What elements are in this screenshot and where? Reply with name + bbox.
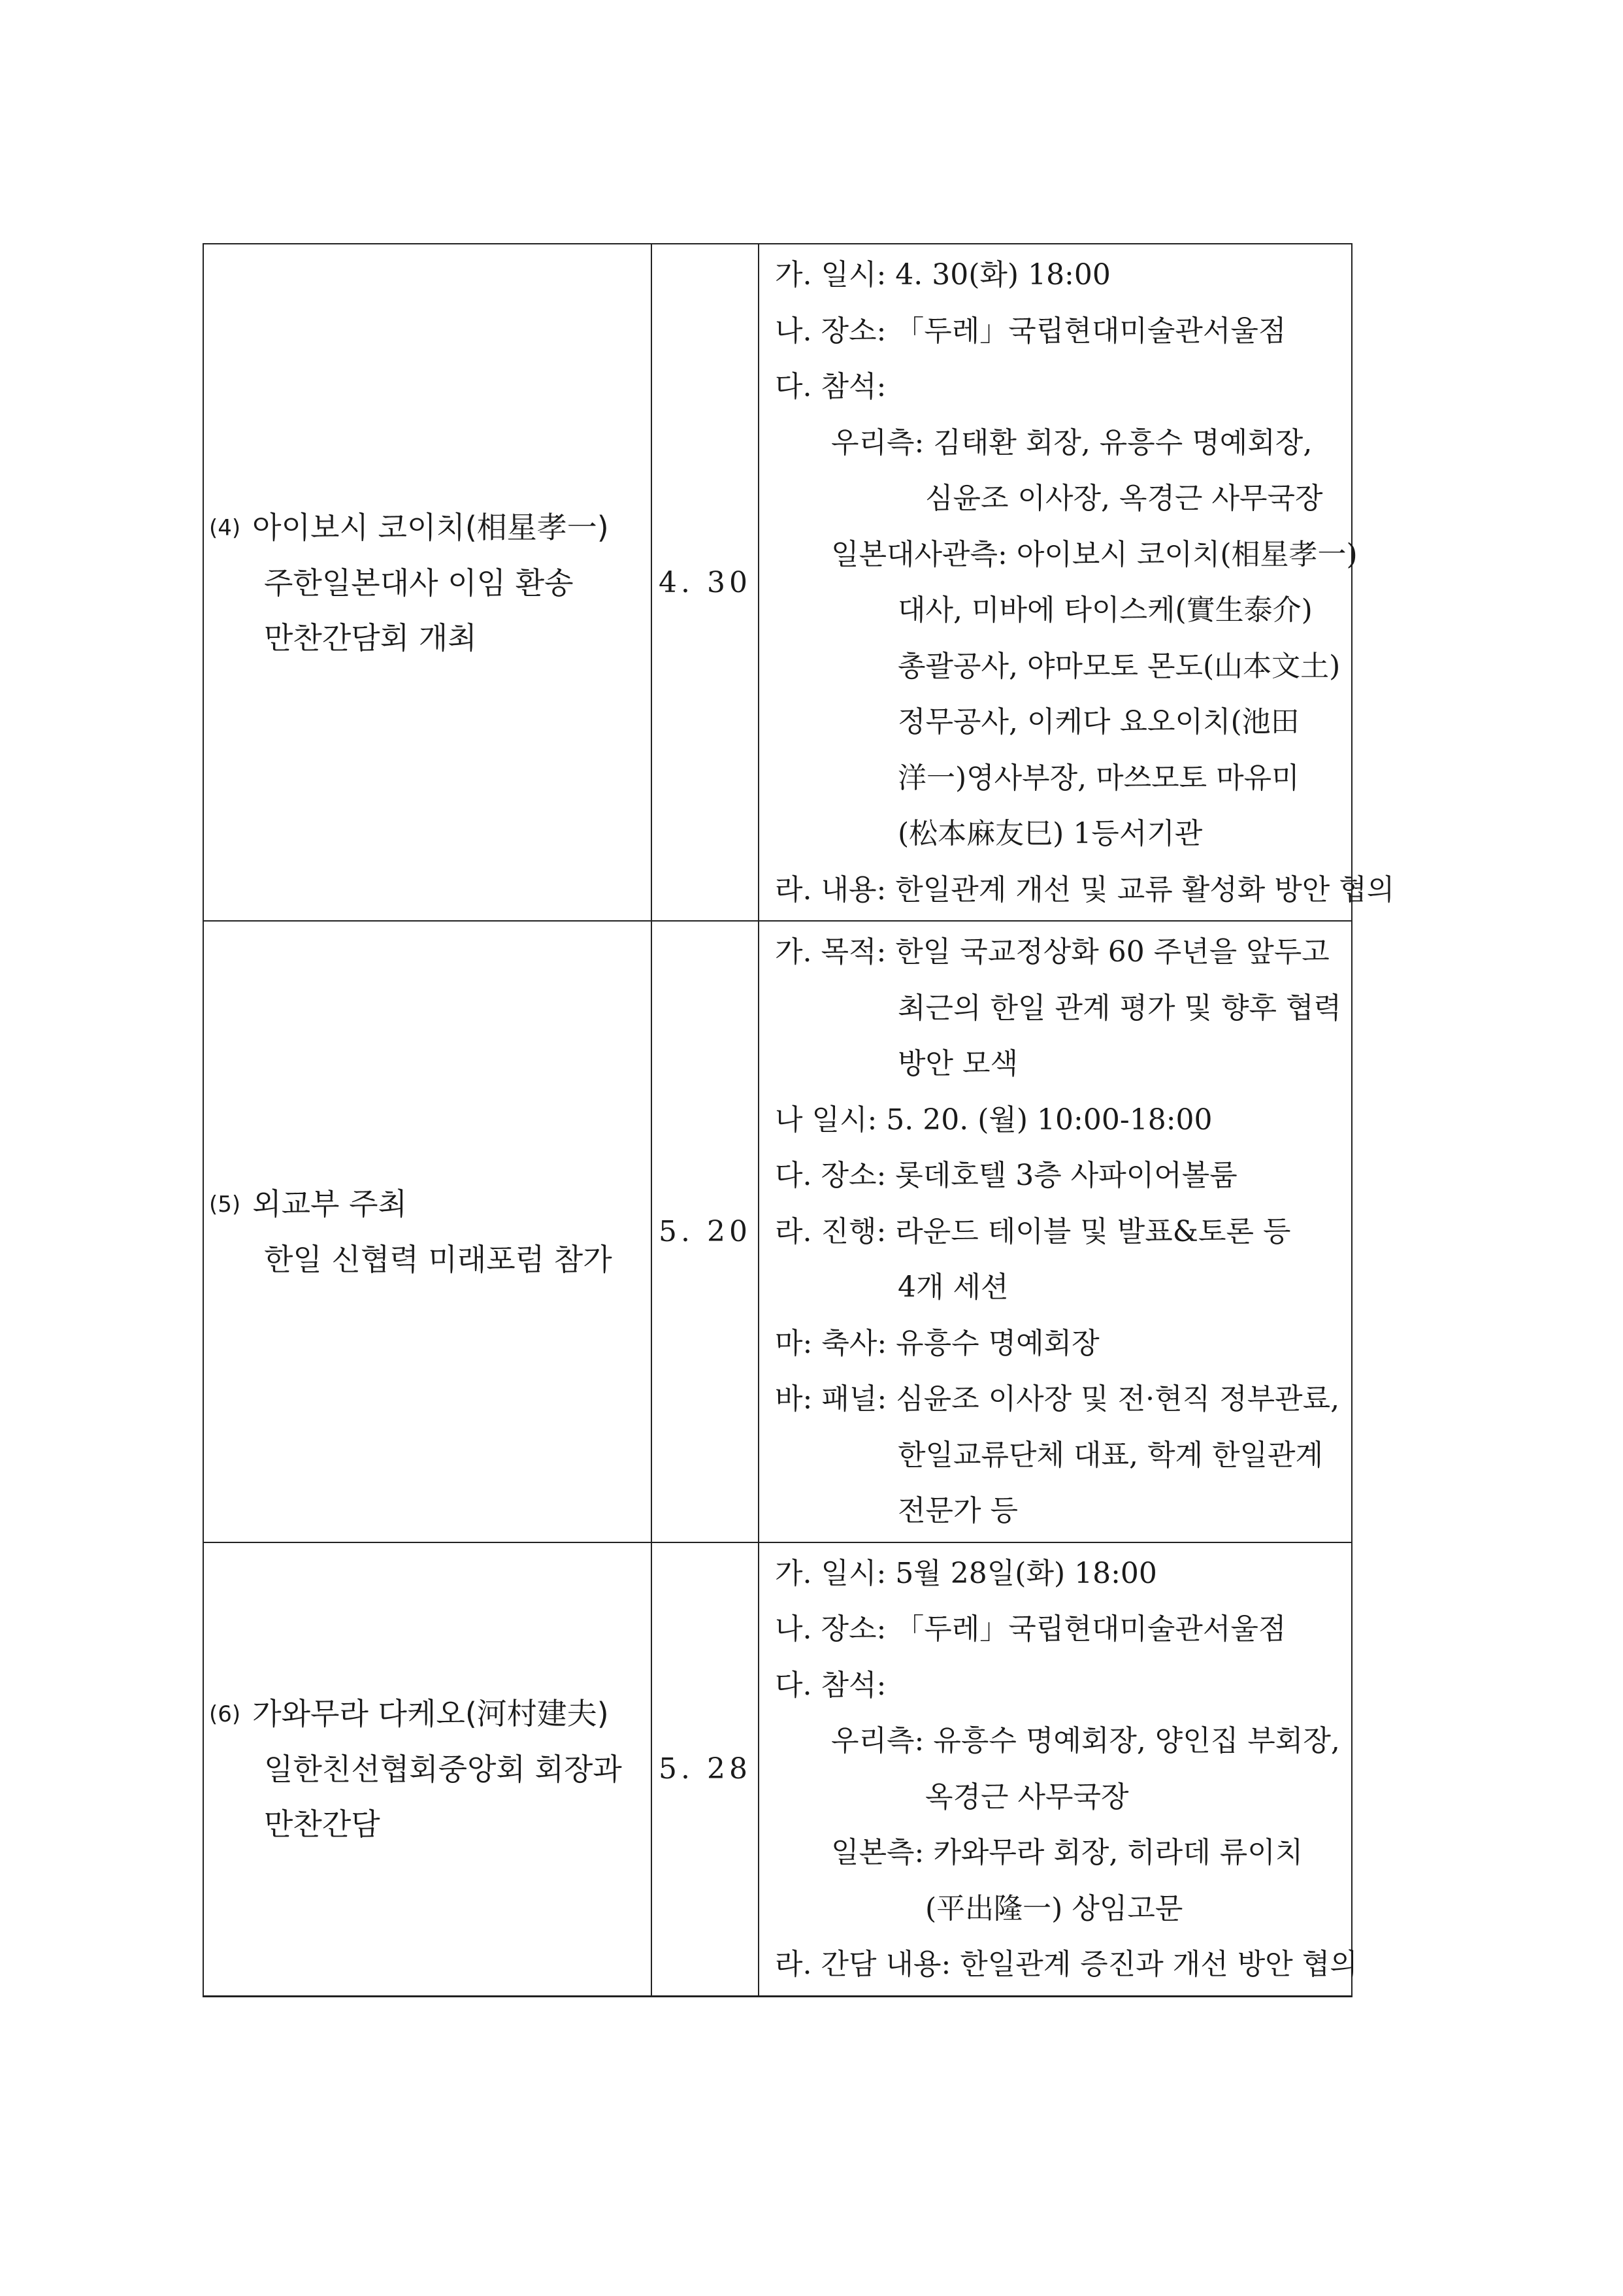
detail-line: 정무공사, 이케다 요오이치(池田 (898, 705, 1300, 739)
detail-line: (松本麻友巳) 1등서기관 (898, 817, 1203, 850)
event-date: 4. 30 (651, 244, 759, 921)
event-title-line: 일한친선협회중앙회 회장과 (264, 1752, 622, 1787)
detail-line: 라. 내용: 한일관계 개선 및 교류 활성화 방안 협의 (775, 873, 1395, 907)
item-number: (6) (209, 1701, 241, 1727)
detail-line: 총괄공사, 야마모토 몬도(山本文土) (898, 649, 1341, 683)
event-date: 5. 28 (651, 1542, 759, 1997)
detail-line: (平出隆一) 상임고문 (925, 1891, 1183, 1925)
detail-line: 나. 장소: 「두레」국립현대미술관서울점 (775, 314, 1287, 348)
detail-line: 다. 참석: (775, 1668, 887, 1702)
schedule-table (203, 243, 1395, 1997)
event-date: 5. 20 (651, 921, 759, 1542)
event-title-line: 아이보시 코이치(相星孝一) (252, 509, 609, 545)
detail-line: 한일교류단체 대표, 학계 한일관계 (898, 1438, 1323, 1472)
event-title-cell (203, 921, 651, 1542)
detail-line: 라. 진행: 라운드 테이블 및 발표&토론 등 (775, 1214, 1291, 1248)
event-title-line: 외교부 주최 (252, 1186, 407, 1222)
detail-line: 4개 세션 (898, 1271, 1009, 1304)
detail-line: 라. 간담 내용: 한일관계 증진과 개선 방안 협의 (775, 1948, 1358, 1981)
event-details-cell (759, 244, 1395, 921)
detail-line: 나. 장소: 「두레」국립현대미술관서울점 (775, 1612, 1287, 1646)
table-row (203, 1542, 1352, 1997)
detail-line: 일본대사관측: 아이보시 코이치(相星孝一) (831, 537, 1358, 571)
detail-line: 대사, 미바에 타이스케(實生泰介) (898, 593, 1313, 627)
detail-line: 가. 일시: 5월 28일(화) 18:00 (775, 1556, 1157, 1590)
detail-line: 우리측: 김태환 회장, 유흥수 명예회장, (831, 425, 1313, 459)
table-row (203, 921, 1352, 1542)
detail-line: 다. 참석: (775, 370, 887, 403)
detail-line: 우리측: 유흥수 명예회장, 양인집 부회장, (831, 1724, 1340, 1757)
detail-line: 나 일시: 5. 20. (월) 10:00-18:00 (775, 1103, 1213, 1137)
table-row (203, 244, 1352, 921)
detail-line: 바: 패널: 심윤조 이사장 및 전·현직 정부관료, (775, 1382, 1340, 1416)
event-details-cell (759, 921, 1352, 1542)
event-title-line: 주한일본대사 이임 환송 (264, 565, 574, 601)
event-details-cell (759, 1542, 1358, 1997)
event-title-line: 만찬간담회 개최 (264, 620, 477, 656)
detail-line: 가. 목적: 한일 국교정상화 60 주년을 앞두고 (775, 935, 1330, 969)
item-number: (4) (209, 514, 241, 541)
event-title-line: 한일 신협력 미래포럼 참가 (264, 1241, 612, 1277)
detail-line: 일본측: 카와무라 회장, 히라데 류이치 (831, 1836, 1303, 1869)
detail-line: 洋一)영사부장, 마쓰모토 마유미 (898, 761, 1300, 795)
event-title-line: 가와무라 다케오(河村建夫) (252, 1696, 609, 1731)
detail-line: 최근의 한일 관계 평가 및 향후 협력 (898, 991, 1341, 1025)
detail-line: 방안 모색 (898, 1047, 1019, 1080)
detail-line: 가. 일시: 4. 30(화) 18:00 (775, 258, 1111, 291)
event-title-cell (203, 1542, 651, 1997)
detail-line: 마: 축사: 유흥수 명예회장 (775, 1326, 1100, 1360)
detail-line: 전문가 등 (898, 1494, 1019, 1527)
item-number: (5) (209, 1191, 241, 1218)
detail-line: 심윤조 이사장, 옥경근 사무국장 (925, 482, 1323, 515)
detail-line: 옥경근 사무국장 (925, 1780, 1129, 1814)
event-title-cell (203, 244, 651, 921)
detail-line: 다. 장소: 롯데호텔 3층 사파이어볼룸 (775, 1159, 1238, 1192)
event-title-line: 만찬간담 (264, 1806, 380, 1842)
